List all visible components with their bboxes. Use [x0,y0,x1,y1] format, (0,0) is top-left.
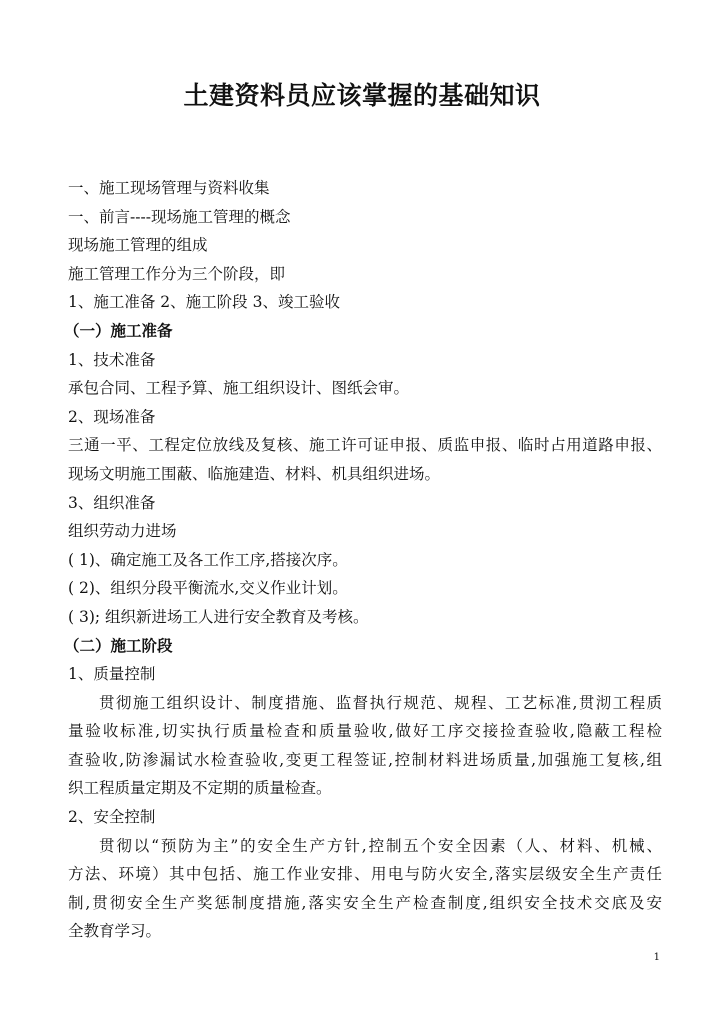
list-item: 2、现场准备 [68,407,156,426]
list-item: ( 2)、组织分段平衡流水,交义作业计划。 [68,579,348,598]
bold-heading-construction: （二）施工阶段 [64,636,173,655]
paragraph-line: 量验收标准,切实执行质量检查和质量验收,做好工序交接捡查验收,隐蔽工程检 [68,722,662,741]
paragraph-line: 全教育学习。 [68,922,162,941]
paragraph-line: 施工管理工作分为三个阶段，即 [68,264,286,283]
list-item: ( 3); 组织新进场工人进行安全教育及考核。 [68,607,369,626]
document-body [64,174,662,946]
section-heading: 一、施工现场管理与资料收集 [68,179,270,197]
paragraph-line: 承包合同、工程予算、施工组织设计、图纸会审。 [68,379,410,398]
paragraph-line: 查验收,防渗漏试水检查验收,变更工程签证,控制材料进场质量,加强施工复核,组 [68,750,662,769]
paragraph-line: 制,贯彻安全生产奖惩制度措施,落实安全生产检查制度,组织安全技术交底及安 [68,893,662,912]
list-item: 3、组织准备 [68,493,156,512]
paragraph-line: 现场施工管理的组成 [68,236,208,255]
paragraph-line: 三通一平、工程定位放线及复核、施工许可证申报、质监申报、临时占用道路申报、 [68,436,662,455]
paragraph-line: 现场文明施工围蔽、临施建造、材料、机具组织进场。 [68,464,441,483]
document-title: 土建资料员应该掌握的基础知识 [183,81,541,110]
page-number: 1 [653,952,660,963]
list-item: 1、技术准备 [68,350,156,369]
list-item: 1、质量控制 [68,665,156,684]
paragraph-line: 织工程质量定期及不定期的质量检查。 [68,779,332,798]
subsection-heading: 一、前言----现场施工管理的概念 [68,207,291,226]
bold-heading-preparation: （一）施工准备 [64,321,173,340]
paragraph-line: 方法、环境）其中包括、施工作业安排、用电与防火安全,落实层级安全生产责任 [68,865,662,884]
list-item: 2、安全控制 [68,808,156,827]
list-item: ( 1)、确定施工及各工作工序,搭接次序。 [68,550,348,569]
paragraph-line: 贯彻以“预防为主”的安全生产方针,控制五个安全因素（人、材料、机械、 [99,836,662,855]
paragraph-line: 贯彻施工组织设计、制度措施、监督执行规范、规程、工艺标准,贯沏工程质 [99,693,662,712]
paragraph-line: 组织劳动力进场 [68,522,177,541]
stage-list: 1、施工准备 2、施工阶段 3、竣工验收 [68,293,340,312]
